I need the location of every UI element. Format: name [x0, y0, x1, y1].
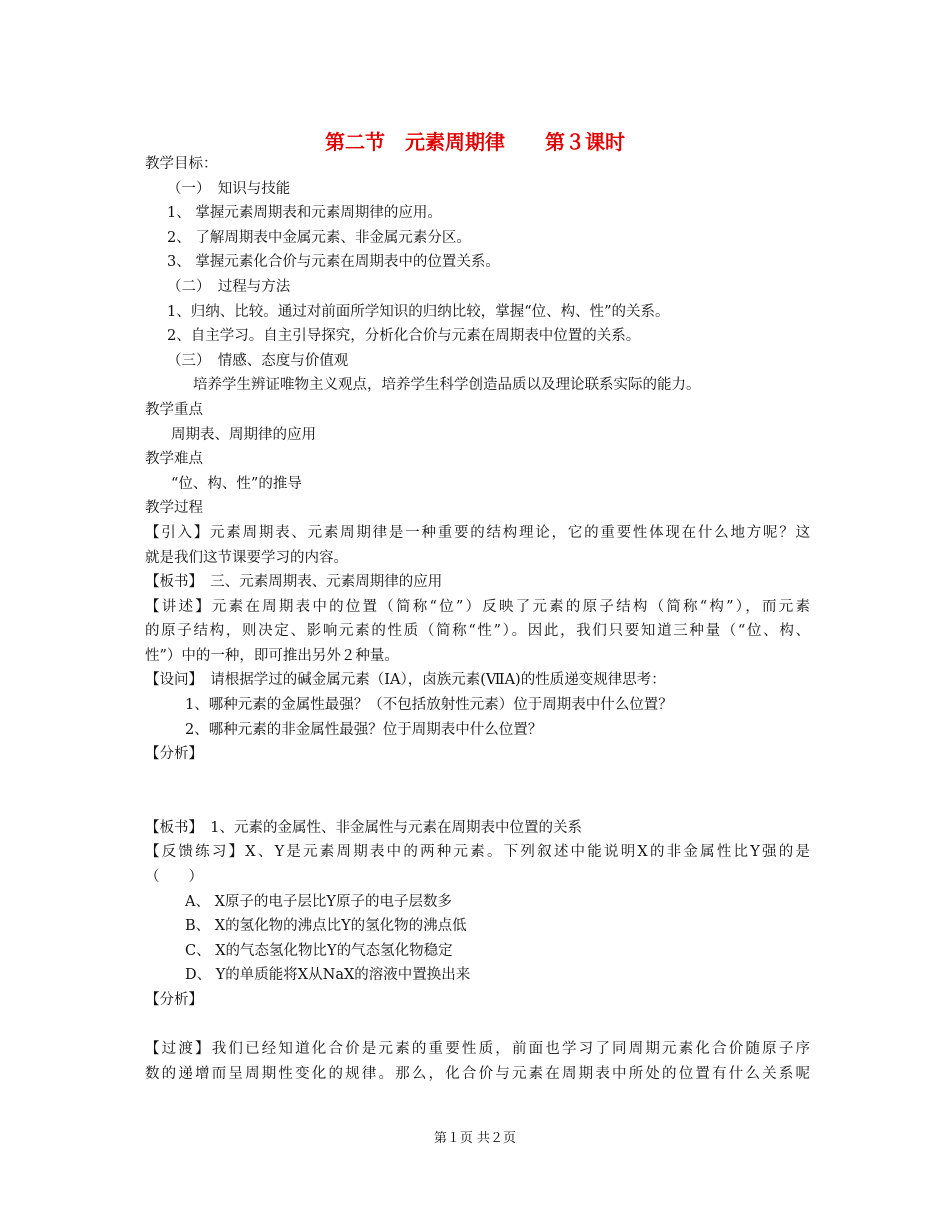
- lecture-paragraph-line: 【讲述】元素在周期表中的位置（简称“位”）反映了元素的原子结构（简称“构”），而元素: [145, 598, 810, 615]
- lecture-paragraph-line: 的原子结构，则决定、影响元素的性质（简称“性”）。因此，我们只要知道三种量（“位、构、: [145, 623, 810, 640]
- section-label-process: （二） 过程与方法: [167, 278, 291, 295]
- page-number: 第１页 共２页: [433, 1131, 517, 1146]
- process-heading: 教学过程: [145, 500, 203, 517]
- page-title: 第二节 元素周期律 第３课时: [325, 130, 625, 154]
- key-points-text: 周期表、周期律的应用: [171, 426, 316, 443]
- objectives-heading: 教学目标：: [145, 156, 218, 172]
- difficulties-text: “位、构、性”的推导: [171, 475, 302, 492]
- objective-item: 1、归纳、比较。通过对前面所学知识的归纳比较，掌握“位、构、性”的关系。: [167, 303, 670, 320]
- analysis-label: 【分析】: [145, 992, 203, 1008]
- analysis-label: 【分析】: [145, 746, 203, 763]
- intro-paragraph-line: 【引入】元素周期表、元素周期律是一种重要的结构理论，它的重要性体现在什么地方呢？这: [145, 524, 810, 541]
- section-label-knowledge: （一） 知识与技能: [167, 180, 291, 197]
- difficulties-heading: 教学难点: [145, 451, 203, 468]
- intro-paragraph-line: 就是我们这节课要学习的内容。: [145, 549, 348, 566]
- board-heading-2: 【板书】 1、元素的金属性、非金属性与元素在周期表中位置的关系: [145, 819, 582, 836]
- blank-space: [145, 767, 810, 816]
- objective-item: 2、自主学习。自主引导探究，分析化合价与元素在周期表中位置的关系。: [167, 328, 641, 345]
- option-c: C、 X的气态氢化物比Y的气态氢化物稳定: [185, 942, 453, 959]
- document-body: [145, 152, 810, 1086]
- option-a: A、 X原子的电子层比Y原子的电子层数多: [185, 893, 452, 910]
- key-points-heading: 教学重点: [145, 401, 203, 418]
- objective-item: 培养学生辨证唯物主义观点，培养学生科学创造品质以及理论联系实际的能力。: [193, 377, 701, 394]
- question-item: 1、哪种元素的金属性最强？（不包括放射性元素）位于周期表中什么位置？: [185, 697, 673, 714]
- question-text: 【设问】 请根据学过的碱金属元素（ⅠA），卤族元素(ⅦA)的性质递变规律思考：: [145, 672, 666, 689]
- transition-paragraph-line: 【过渡】我们已经知道化合价是元素的重要性质，前面也学习了同周期元素化合价随原子序: [145, 1041, 810, 1058]
- feedback-question-line: （ ）: [145, 869, 203, 886]
- objective-item: 1、 掌握元素周期表和元素周期律的应用。: [167, 205, 442, 222]
- transition-paragraph-line: 数的递增而呈周期性变化的规律。那么，化合价与元素在周期表中所处的位置有什么关系呢: [145, 1065, 810, 1082]
- objective-item: 2、 了解周期表中金属元素、非金属元素分区。: [167, 229, 471, 246]
- section-label-attitude: （三） 情感、态度与价值观: [167, 352, 349, 369]
- blank-space: [145, 1013, 810, 1038]
- option-d: D、 Y的单质能将X从NaX的溶液中置换出来: [185, 967, 471, 984]
- question-item: 2、哪种元素的非金属性最强？位于周期表中什么位置？: [185, 721, 543, 738]
- feedback-question-line: 【反馈练习】X、Y是元素周期表中的两种元素。下列叙述中能说明X的非金属性比Y强的是: [145, 844, 810, 861]
- option-b: B、 X的氢化物的沸点比Y的氢化物的沸点低: [185, 918, 467, 935]
- objective-item: 3、 掌握元素化合价与元素在周期表中的位置关系。: [167, 254, 500, 271]
- lecture-paragraph-line: 性”）中的一种，即可推出另外２种量。: [145, 647, 399, 664]
- board-heading-1: 【板书】 三、元素周期表、元素周期律的应用: [145, 574, 443, 591]
